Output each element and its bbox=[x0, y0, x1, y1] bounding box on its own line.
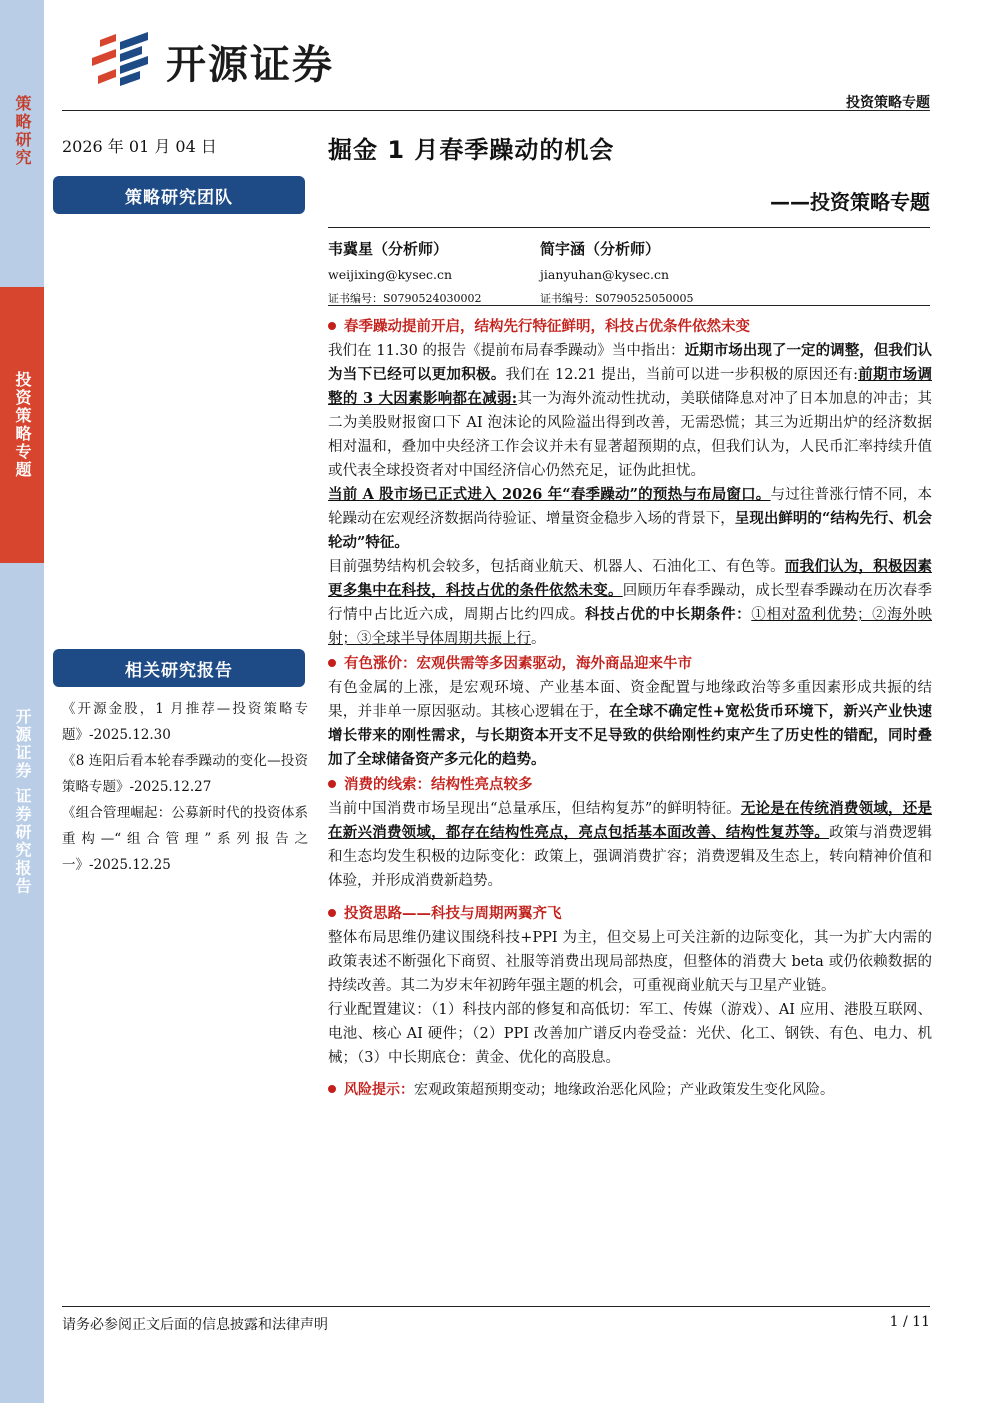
paragraph: 我们在 11.30 的报告《提前布局春季躁动》当中指出：近期市场出现了一定的调整，但我们认为当下已经可以更加积极。我们在 12.21 提出，当前可以进一步积极的原因还有:前期市场调整的 3 大因素影响都在减弱:其一为海外流动性扰动，美联储降息对冲了日本加息的冲击；其二为美股财报窗口下 AI 泡沫论的风险溢出得到改善，无需恐慌；其三为近期出炉的经济数据相对温和，叠加中央经济工作会议并未有显著超预期的点，但我们认为，人民币汇率持续升值或代表全球投资者对中国经济信心仍然充足，证伪此担忧。 bbox=[328, 342, 933, 479]
page-number: 1 / 11 bbox=[889, 1314, 930, 1330]
risk-note bbox=[328, 1078, 932, 1102]
bullet-icon bbox=[328, 1085, 336, 1093]
bullet-icon bbox=[328, 659, 336, 667]
paragraph: 行业配置建议：（1）科技内部的修复和高低切：军工、传媒（游戏）、AI 应用、港股互联网、电池、核心 AI 硬件；（2）PPI 改善加广谱反内卷受益：光伏、化工、钢铁、有色、电力、机械；（3）中长期底仓：黄金、优化的高股息。 bbox=[328, 1002, 932, 1066]
risk-label: 风险提示： bbox=[344, 1082, 414, 1098]
team-banner: 策略研究团队 bbox=[53, 176, 305, 214]
section-heading-consumption: 消费的线索：结构性亮点较多 bbox=[328, 773, 932, 797]
related-report-item[interactable]: 《开源金股，1 月推荐—投资策略专题》-2025.12.30 bbox=[62, 701, 308, 743]
paragraph: 有色金属的上涨，是宏观环境、产业基本面、资金配置与地缘政治等多重因素形成共振的结果，并非单一原因驱动。其核心逻辑在于，在全球不确定性+宽松货币环境下，新兴产业快速增长带来的刚性需求，与长期资本开支不足导致的供给刚性约束产生了历史性的错配，同时叠加了全球储备资产多元化的趋势。 bbox=[328, 680, 932, 768]
report-date: 2026 年 01 月 04 日 bbox=[62, 137, 217, 156]
risk-text: 宏观政策超预期变动；地缘政治恶化风险；产业政策发生变化风险。 bbox=[414, 1082, 834, 1098]
author-cert: 证书编号：S0790525050005 bbox=[540, 292, 694, 305]
sidebar-section-strategy bbox=[0, 95, 44, 285]
related-report-item[interactable]: 《8 连阳后看本轮春季躁动的变化—投资策略专题》-2025.12.27 bbox=[62, 753, 308, 795]
section-heading-spring-rally: 春季躁动提前开启，结构先行特征鲜明，科技占优条件依然未变 bbox=[328, 315, 932, 339]
paragraph: 当前 A 股市场已正式进入 2026 年“春季躁动”的预热与布局窗口。与过往普涨行情不同，本轮躁动在宏观经济数据尚待验证、增量资金稳步入场的背景下，呈现出鲜明的“结构先行、机会轮动”特征。 bbox=[328, 486, 933, 551]
report-type-tag: 投资策略专题 bbox=[846, 95, 930, 111]
sidebar bbox=[0, 0, 44, 1403]
author-cert: 证书编号：S0790524030002 bbox=[328, 292, 482, 305]
footer-divider bbox=[62, 1306, 930, 1307]
author-name: 韦冀星（分析师） bbox=[328, 240, 449, 258]
related-report-item[interactable]: 《组合管理崛起：公募新时代的投资体系重构—“组合管理”系列报告之一》-2025.12.25 bbox=[62, 805, 308, 873]
brand-logo bbox=[90, 32, 334, 90]
author-card bbox=[540, 238, 694, 306]
author-email[interactable]: weijixing@kysec.cn bbox=[328, 267, 453, 282]
related-reports-list bbox=[62, 696, 308, 878]
author-card bbox=[328, 238, 482, 306]
author-email[interactable]: jianyuhan@kysec.cn bbox=[540, 267, 670, 282]
header-divider bbox=[62, 110, 930, 111]
bullet-icon bbox=[328, 909, 336, 917]
section-heading-investment: 投资思路——科技与周期两翼齐飞 bbox=[328, 902, 932, 926]
paragraph: 当前中国消费市场呈现出“总量承压，但结构复苏”的鲜明特征。无论是在传统消费领域，还是在新兴消费领域，都存在结构性亮点，亮点包括基本面改善、结构性复苏等。政策与消费逻辑和生态均发生积极的边际变化：政策上，强调消费扩容；消费逻辑及生态上，转向精神价值和体验，并形成消费新趋势。 bbox=[328, 800, 933, 889]
section-heading-metals: 有色涨价：宏观供需等多因素驱动，海外商品迎来牛市 bbox=[328, 652, 932, 676]
kaiyuan-logo-icon bbox=[90, 32, 152, 90]
author-divider-top bbox=[328, 227, 930, 228]
author-name: 简宇涵（分析师） bbox=[540, 240, 661, 258]
sidebar-section-topic bbox=[0, 287, 44, 563]
sidebar-label-report: 开源证券 证券研究报告 bbox=[13, 708, 32, 896]
paragraph: 目前强势结构机会较多，包括商业航天、机器人、石油化工、有色等。而我们认为，积极因素更多集中在科技，科技占优的条件依然未变。回顾历年春季躁动，成长型春季躁动在历次春季行情中占比近六成，周期占比约四成。科技占优的中长期条件：①相对盈利优势；②海外映射；③全球半导体周期共振上行。 bbox=[328, 558, 933, 647]
bullet-icon bbox=[328, 780, 336, 788]
bullet-icon bbox=[328, 322, 336, 330]
report-body bbox=[328, 314, 932, 1102]
report-title: 掘金 1 月春季躁动的机会 bbox=[328, 136, 615, 164]
paragraph: 整体布局思维仍建议围绕科技+PPI 为主，但交易上可关注新的边际变化，其一为扩大内需的政策表述不断强化下商贸、社服等消费出现局部热度，但整体的消费大 beta 或仍依赖数据的持续改善。其二为岁末年初跨年强主题的机会，可重视商业航天与卫星产业链。 bbox=[328, 930, 932, 994]
footer-disclaimer: 请务必参阅正文后面的信息披露和法律声明 bbox=[62, 1317, 328, 1333]
sidebar-label-strategy: 策略研究 bbox=[13, 95, 32, 167]
author-divider-bottom bbox=[328, 305, 930, 306]
report-subtitle: ——投资策略专题 bbox=[770, 190, 930, 214]
related-reports-banner: 相关研究报告 bbox=[53, 649, 305, 687]
sidebar-section-report bbox=[0, 708, 44, 958]
brand-name: 开源证券 bbox=[166, 41, 334, 88]
sidebar-label-topic: 投资策略专题 bbox=[13, 371, 32, 479]
